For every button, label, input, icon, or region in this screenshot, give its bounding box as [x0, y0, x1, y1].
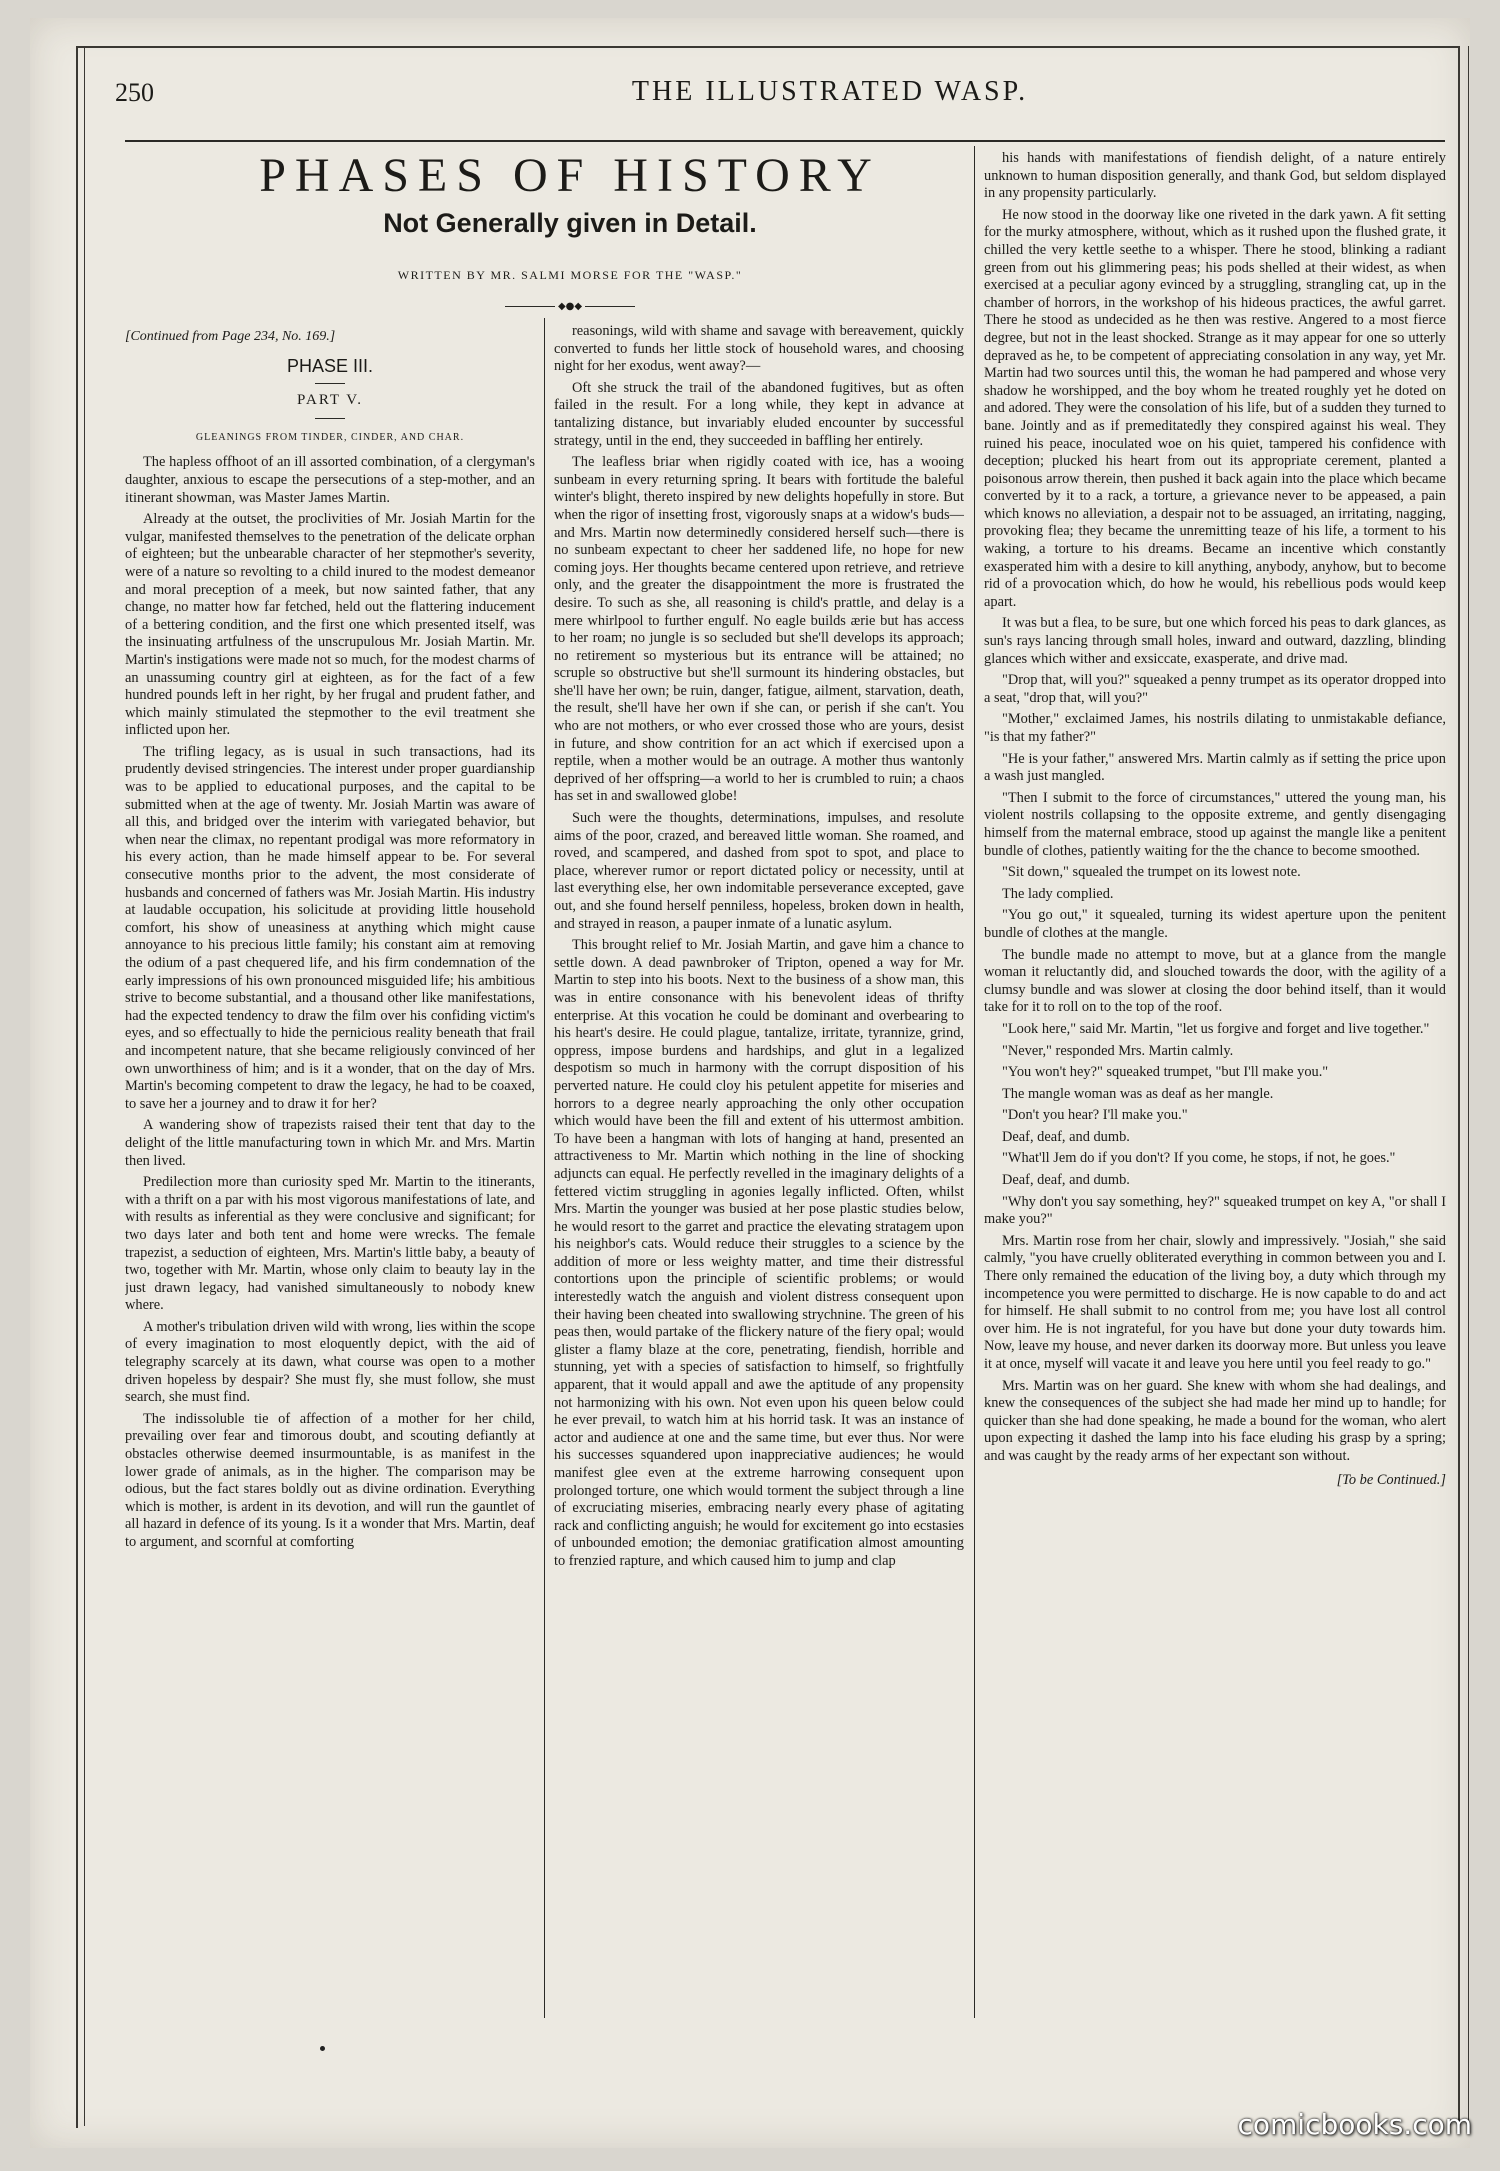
page-number: 250: [115, 78, 154, 107]
paragraph: The lady complied.: [1002, 885, 1114, 902]
paragraph: A mother's tribulation driven wild with wrong, lies within the scope of every imagination to most eloquently depict, with the aid of telegraphy scarcely at its dawn, what course was open to a mother driven hopeless by despair? She must fly, she must follow, she must search, she must find.: [125, 1318, 535, 1406]
column-3-body: [984, 150, 1446, 1466]
small-rule: [315, 418, 345, 419]
section-heading: GLEANINGS FROM TINDER, CINDER, AND CHAR.: [195, 431, 465, 443]
paragraph: "Why don't you say something, hey?" squeaked trumpet on key A, "or shall I make you?": [984, 1193, 1446, 1228]
paragraph: "What'll Jem do if you don't? If you come, he stops, if not, he goes.": [1002, 1150, 1396, 1167]
paragraph: Already at the outset, the proclivities of Mr. Josiah Martin for the vulgar, manifested themselves to the penetration of the delicate orphan of eighteen; but the unbearable character of her stepmother's severity, were of a nature so revolting to a child inured to the modest demeanor and moral preception of a meek, but now sainted father, that any change, no matter how far fetched, held out the flattering inducement of a bettering condition, and the first one which presented itself, was the insinuating artfulness of the unscrupulous Mr. Josiah Martin. Mr. Martin's instigations were made not so much, for the modest charms of an unassuming country girl at eighteen, as for the fact of a few hundred pounds left in her right, by her frugal and prudent father, and which mainly stimulated the stepmother to the evil treatment she inflicted upon her.: [125, 511, 535, 739]
masthead: THE ILLUSTRATED WASP.: [631, 76, 1029, 107]
paragraph: The hapless offhoot of an ill assorted combination, of a clergyman's daughter, anxious to escape the persecutions of a step-mother, and an itinerant showman, was Master James Martin.: [125, 454, 535, 506]
article-column-1: [125, 328, 535, 2028]
continued-from-note: [Continued from Page 234, No. 169.]: [125, 329, 336, 344]
paragraph: Oft she struck the trail of the abandoned fugitives, but as often failed in the result. For a long while, they kept in advance at tantalizing distance, but invariably eluded encounter by successful strategy, until in the end, they succeeded in baffling her entirely.: [554, 379, 964, 449]
ornament-divider: ◆●◆: [500, 302, 640, 312]
paragraph: "Don't you hear? I'll make you.": [1002, 1107, 1188, 1124]
paragraph: "Drop that, will you?" squeaked a penny trumpet as its operator dropped into a seat, "drop that, will you?": [984, 672, 1446, 706]
header-rule: [125, 140, 1445, 142]
article-subtitle: Not Generally given in Detail.: [383, 208, 757, 238]
watermark: comicbooks.com: [1237, 2108, 1472, 2141]
page-border-inner-left: [84, 46, 85, 2126]
paragraph: "Mother," exclaimed James, his nostrils dilating to unmistakable defiance, "is that my father?": [984, 711, 1446, 745]
ink-speck: [320, 2046, 325, 2051]
small-rule: [315, 383, 345, 384]
paragraph: "Look here," said Mr. Martin, "let us forgive and forget and live together.": [1002, 1020, 1430, 1037]
paragraph: The trifling legacy, as is usual in such transactions, had its prudently devised stringencies. The interest under proper guardianship was to be applied to educational purposes, and the capital to be submitted when at the age of twenty. Mr. Josiah Martin was aware of all this, and bridged over the interim with variegated behavior, but when near the climax, no repentant prodigal was more reformatory in his every action, than he made himself appear to be. For several consecutive months prior to the advent, the most considerate of husbands and concerned of fathers was Mr. Josiah Martin. His industry at laudable occupation, his solicitude at providing little household comfort, his show of uneasiness at anything which might cause annoyance to his precious little family; his constant aim at removing the odium of a past chequered life, and his firm condemnation of the early impressions of his own pronounced misguided life; his ambitious strive to become substantial, and a thousand other like manifestations, had the expected tendency to draw the film over his confiding victim's eyes, and so effectually to hide the pernicious reality beneath that frail and incompetent nature, that she became religiously convinced of her own unworthiness of him; and is it a wonder, that on the day of Mrs. Martin's becoming competent to draw the legacy, he had to be coaxed, to save her a journey and to draw it for her?: [125, 743, 535, 1112]
paragraph: "Sit down," squealed the trumpet on its lowest note.: [1002, 864, 1301, 881]
paragraph: The bundle made no attempt to move, but at a glance from the mangle woman it reluctantly did, and slouched towards the door, with the agility of a clumsy bundle and was slower at closing the door behind itself, than it would take for it to roll on to the top of the roof.: [984, 946, 1446, 1016]
paragraph: "You go out," it squealed, turning its widest aperture upon the penitent bundle of clothes at the mangle.: [984, 907, 1446, 941]
paragraph: The leafless briar when rigidly coated with ice, has a wooing sunbeam in every returning spring. It bears with fortitude the baleful winter's blight, thereto inspired by new delights hopefully in store. But when the rigor of insetting frost, vigorously snaps at a widow's buds—and Mrs. Martin now determinedly considered herself such—there is no sunbeam expectant to cheer her saddened life, no hope for new coming joys. Her thoughts became centered upon retrieve, and retrieve only, and the greater the disappointment the more is frustrated the desire. To such as she, all reasoning is child's prattle, and delay is a mere whirlpool to further engulf. No eagle builds ærie but has access to her roam; no jungle is so secluded but she'll develops its approach; no retirement so mysterious but its entrance will be attained; no scruple so obstructive but she'll surmount its hindering obstacles, but she'll have her own; be ruin, danger, fatigue, ailment, starvation, death, the result, she'll have her own if she can, or perish if she can't. You who are not mothers, or who ever crossed those who are yours, desist in future, and show contrition for an act which if exercised upon a reptile, when a mother would be an outrage. A mother thus wantonly deprived of her offspring—a world to her is crumbled to ruin; a chaos has set in and swallowed globe!: [554, 454, 964, 805]
paragraph: The mangle woman was as deaf as her mangle.: [1002, 1085, 1274, 1102]
paragraph: Deaf, deaf, and dumb.: [1002, 1172, 1130, 1189]
paragraph: "You won't hey?" squeaked trumpet, "but I'll make you.": [1002, 1064, 1329, 1081]
article-title: PHASES OF HISTORY: [259, 149, 881, 202]
column-divider-1: [544, 318, 545, 2018]
paragraph: reasonings, wild with shame and savage with bereavement, quickly converted to funds her little stock of household wares, and choosing night for her exodus, went away?—: [554, 323, 964, 375]
paragraph: his hands with manifestations of fiendish delight, of a nature entirely unknown to human disposition generally, and thank God, but seldom displayed in any propensity particularly.: [984, 150, 1446, 202]
column-1-body: [125, 454, 535, 1551]
paragraph: Mrs. Martin rose from her chair, slowly and impressively. "Josiah," she said calmly, "you have cruelly obliterated everything in common between you and I. There only remained the education of the living boy, a duty which through my incompetence you were permitted to discharge. He is now capable to do and act for himself. He shall submit to no control from me; you have lost all control over him. He is not ingrateful, for you have but done your duty towards him. Now, leave my house, and never darken its doorway more. But unless you leave it at once, myself will vacate it and leave you here until you feel ready to go.": [984, 1232, 1446, 1372]
newspaper-page: [30, 18, 1470, 2148]
to-be-continued-note: [To be Continued.]: [1336, 1471, 1446, 1488]
article-byline: WRITTEN BY MR. SALMI MORSE FOR THE "WASP.": [397, 268, 743, 282]
part-heading: PART V.: [297, 392, 363, 409]
column-divider-2: [974, 146, 975, 2018]
article-column-3: [984, 150, 1446, 2030]
paragraph: This brought relief to Mr. Josiah Martin, and gave him a chance to settle down. A dead pawnbroker of Tripton, opened a way for Mr. Martin to step into his boots. Next to the business of a show man, this was in entire consonance with his benevolent ideas of thrifty enterprise. At this vocation he could be dominant and overbearing to his heart's desire. He could plague, tantalize, irritate, tyrannize, grind, oppress, impose burdens and hardships, and glut in a legalized despotism so much in harmony with the corrupt disposition of his perverted nature. He could cloy his petulent appetite for miseries and horrors to a degree nearly approaching the only other occupation which would have been the fill and extent of his uttermost ambition. To have been a hangman with lots of hanging at hand, presented an attractiveness to Mr. Martin which nothing in the line of shocking adjuncts can equal. He perfectly revelled in the imaginary delights of a fettered victim struggling in agonies legally inflicted. Often, whilst Mrs. Martin the younger was busied at her pose plastic studies below, he would resort to the garret and practice the elevating stratagem upon his neighbor's cats. Would reduce their struggles to a science by the addition of more or less weighty matter, and time their distressful contortions upon the principle of scientific problems; or would interestedly watch the anguish and violent distress consequent upon their having been cheated into swallowing strychnine. The green of his peas then, would partake of the flickery nature of the fiery opal; would glister a flamy blaze at the core, penetrating, fiendish, horrible and stunning, yet with a species of satisfaction to himself, so frightfully apparent, that it would appall and awe the aptitude of any propensity not harmonizing with his own. Not even upon his queen below could he ever prevail, to watch him at his horrid task. It was an instance of actor and audience at one and the same time, but ever thus. Nor were his successes squandered upon inappreciative audiences; he would manifest glee even at the extreme harrowing consequent upon prolonged torture, one which would torment the subject through a line of excruciating miseries, embracing nearly every phase of agitating rack and conflicting anguish; he would for excitement go into ecstasies of unbounded emotion; the demoniac gratification almost amounting to frenzied rapture, and which caused him to jump and clap: [554, 937, 964, 1569]
paragraph: "Never," responded Mrs. Martin calmly.: [1002, 1042, 1234, 1059]
page-border-inner-right: [1468, 46, 1469, 2126]
paragraph: He now stood in the doorway like one riveted in the dark yawn. A fit setting for the murky atmosphere, without, which as it rushed upon the flushed grate, it chilled the very kettle seethe to a whisper. There he stood, blinking a radiant green from out his glimmering peas; his pods shelled at their widest, as when exercised at a peculiar agony evinced by a struggling, strangling cat, up in the chamber of horrors, in the workshop of his hideous practices, the awful garret. There he stood as undecided as he then was restive. Angered to a most fierce degree, but not in the least shocked. Strange as it may appear for one so utterly depraved as he, to be competent of appreciating consolation in any way, yet Mr. Martin had two sources until this, the woman he had pampered and whose very shadow he worshipped, and the boy whom he treated roughly yet he doted on and adored. They were the consolation of his life, but of a sudden they turned to bane. Jointly and as if premeditatedly they conspired against his weal. They ruined his peace, inoculated woe on his quiet, tampered his confidence with deception; plucked his heart from out its appropriate cerement, planted a poisonous arrow therein, then pushed it back again into the place which became converted by it to a rack, a torture, a grievance never to be appeased, a pain which knows no alleviation, a despair not to be assuaged, an irritating, nagging, provoking flea; they became the unremitting teaze of his life, a torment to his waking, a torture to his dreams. Became an incentive which constantly exasperated him with a desire to kill anything, anybody, anyhow, but to become rid of a provocation which, do how he would, his rebellious pods would keep apart.: [984, 206, 1446, 610]
phase-heading: PHASE III.: [286, 355, 374, 376]
column-2-body: [554, 323, 964, 1571]
paragraph: "Then I submit to the force of circumstances," uttered the young man, his violent nostrils collapsing to the opposite extreme, and gently disengaging himself from the maternal embrace, stood up against the mangle like a penitent bundle of clothes, patiently waiting for the the chance to become smoothed.: [984, 789, 1446, 859]
paragraph: The indissoluble tie of affection of a mother for her child, prevailing over fear and timorous doubt, and scouting defiantly at obstacles otherwise deemed insurmountable, is as manifest in the lower grade of animals, as in the higher. The comparison may be odious, but the fact stares boldly out as divine ordination. Everything which is mother, is ardent in its devotion, and will run the gauntlet of all hazard in defence of its young. Is it a wonder that Mrs. Martin, deaf to argument, and scornful at comforting: [125, 1410, 535, 1550]
paragraph: It was but a flea, to be sure, but one which forced his peas to dark glances, as sun's rays lancing through small holes, inward and outward, dazzling, blinding glances which wither and exsiccate, exasperate, and drive mad.: [984, 615, 1446, 667]
paragraph: "He is your father," answered Mrs. Martin calmly as if setting the price upon a wash just mangled.: [984, 750, 1446, 785]
article-column-2: [554, 323, 964, 2028]
paragraph: Predilection more than curiosity sped Mr. Martin to the itinerants, with a thrift on a par with his most vigorous manifestations of late, and with results as inferential as they were conclusive and significant; for two days later and both tent and home were wrecks. The female trapezist, a seduction of eighteen, Mrs. Martin's little baby, a beauty of two, together with Mr. Martin, whose only claim to beauty lay in the just drawn legacy, had vanished simultaneously to nobody knew where.: [125, 1174, 535, 1314]
paragraph: A wandering show of trapezists raised their tent that day to the delight of the little manufacturing town in which Mr. and Mrs. Martin then lived.: [125, 1117, 535, 1169]
paragraph: Such were the thoughts, determinations, impulses, and resolute aims of the poor, crazed, and bereaved little woman. She roamed, and roved, and scampered, and dashed from spot to spot, and place to place, wherever rumor or report dictated policy or necessity, until at last everything else, her own indomitable perseverance excepted, gave out, and she found herself penniless, hopeless, broken down in health, and strayed in reason, a pauper inmate of a lunatic asylum.: [554, 810, 964, 932]
paragraph: Deaf, deaf, and dumb.: [1002, 1128, 1130, 1145]
paragraph: Mrs. Martin was on her guard. She knew with whom she had dealings, and knew the consequences of the subject she had made her mind up to handle; for quicker than she had done speaking, he made a bound for the woman, who alert upon expecting it dashed the lamp into his face eluding his grasp by a spring; and was caught by the ready arms of her expectant son without.: [984, 1377, 1446, 1464]
